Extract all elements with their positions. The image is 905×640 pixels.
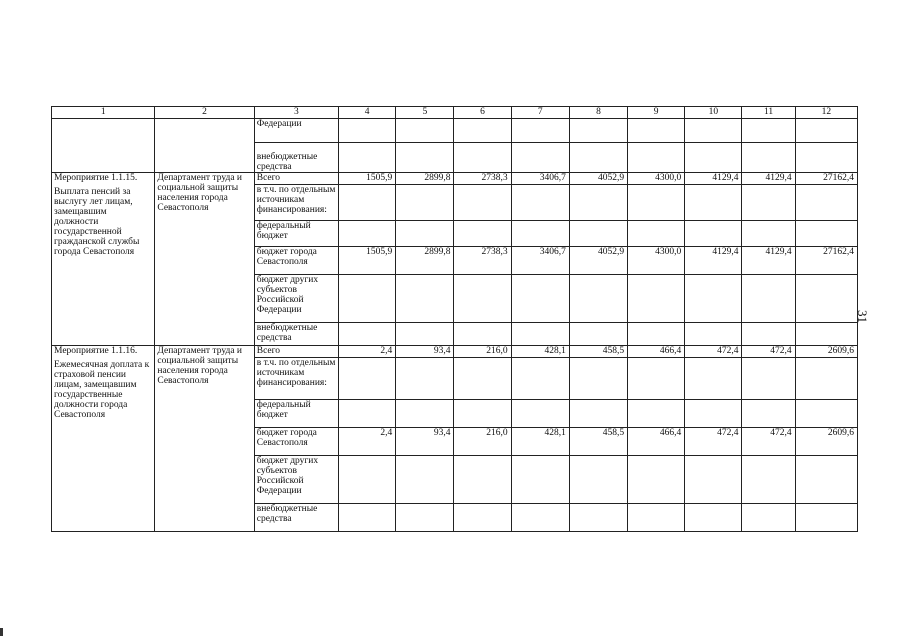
value-cell: 2,4 [339, 428, 396, 456]
value-cell [396, 358, 454, 400]
value-cell [628, 185, 685, 221]
value-cell [396, 504, 454, 532]
value-cell [511, 504, 569, 532]
value-cell: 216,0 [454, 428, 511, 456]
value-cell [742, 400, 795, 428]
value-cell [628, 143, 685, 173]
value-cell: 27162,4 [795, 247, 857, 275]
value-cell [339, 400, 396, 428]
budget-table-wrapper [51, 106, 858, 532]
column-number: 12 [795, 107, 857, 119]
funding-source: Всего [254, 346, 338, 358]
value-cell [628, 275, 685, 323]
value-cell [795, 185, 857, 221]
value-cell: 458,5 [569, 428, 627, 456]
value-cell [795, 456, 857, 504]
value-cell [511, 143, 569, 173]
column-number: 9 [628, 107, 685, 119]
value-cell [396, 185, 454, 221]
value-cell [742, 504, 795, 532]
value-cell [454, 504, 511, 532]
value-cell: 3406,7 [511, 173, 569, 185]
value-cell [685, 119, 742, 143]
value-cell: 93,4 [396, 428, 454, 456]
funding-source: бюджет других субъектов Российской Федерации [254, 456, 338, 504]
value-cell [742, 323, 795, 346]
value-cell [511, 119, 569, 143]
value-cell: 93,4 [396, 346, 454, 358]
value-cell [511, 400, 569, 428]
column-number: 2 [155, 107, 254, 119]
scan-artifact-mark [0, 628, 3, 636]
value-cell [685, 323, 742, 346]
value-cell: 1505,9 [339, 173, 396, 185]
value-cell: 472,4 [685, 346, 742, 358]
value-cell [339, 143, 396, 173]
value-cell: 428,1 [511, 428, 569, 456]
value-cell [569, 358, 627, 400]
value-cell [454, 143, 511, 173]
value-cell [569, 456, 627, 504]
measure-title: Мероприятие 1.1.16. [54, 346, 138, 356]
value-cell [685, 143, 742, 173]
value-cell [511, 323, 569, 346]
value-cell: 4129,4 [742, 247, 795, 275]
value-cell [511, 221, 569, 247]
value-cell [569, 143, 627, 173]
value-cell: 4129,4 [685, 247, 742, 275]
value-cell: 1505,9 [339, 247, 396, 275]
value-cell [569, 275, 627, 323]
value-cell [454, 358, 511, 400]
value-cell: 472,4 [742, 428, 795, 456]
table-row [52, 346, 858, 358]
value-cell [339, 358, 396, 400]
value-cell [569, 185, 627, 221]
measure-cell [52, 346, 155, 532]
value-cell: 4052,9 [569, 173, 627, 185]
funding-source: в т.ч. по отдельным источникам финансирования: [254, 185, 338, 221]
measure-description: Выплата пенсий за выслугу лет лицам, замещавшим должности государственной гражданской службы города Севастополя [54, 187, 140, 257]
value-cell: 458,5 [569, 346, 627, 358]
value-cell [685, 185, 742, 221]
funding-source: Всего [254, 173, 338, 185]
value-cell [339, 185, 396, 221]
value-cell [685, 358, 742, 400]
value-cell [628, 504, 685, 532]
value-cell [339, 504, 396, 532]
value-cell: 428,1 [511, 346, 569, 358]
value-cell: 4129,4 [742, 173, 795, 185]
value-cell [454, 119, 511, 143]
value-cell [795, 400, 857, 428]
page-number: 31 [855, 310, 870, 323]
funding-source: внебюджетные средства [254, 323, 338, 346]
value-cell [339, 275, 396, 323]
value-cell [795, 504, 857, 532]
funding-source: Федерации [254, 119, 338, 143]
value-cell [742, 185, 795, 221]
value-cell [628, 400, 685, 428]
value-cell [454, 456, 511, 504]
value-cell [339, 221, 396, 247]
value-cell [628, 358, 685, 400]
value-cell [511, 185, 569, 221]
measure-cell [52, 119, 155, 173]
value-cell [454, 400, 511, 428]
value-cell [628, 323, 685, 346]
value-cell [454, 185, 511, 221]
value-cell: 216,0 [454, 346, 511, 358]
value-cell [339, 119, 396, 143]
value-cell [454, 323, 511, 346]
value-cell [569, 504, 627, 532]
column-number: 11 [742, 107, 795, 119]
value-cell: 472,4 [742, 346, 795, 358]
value-cell [685, 504, 742, 532]
value-cell: 3406,7 [511, 247, 569, 275]
value-cell: 2609,6 [795, 428, 857, 456]
table-row [52, 173, 858, 185]
value-cell [511, 275, 569, 323]
value-cell [396, 400, 454, 428]
column-number: 6 [454, 107, 511, 119]
value-cell [742, 221, 795, 247]
value-cell [396, 143, 454, 173]
value-cell [685, 456, 742, 504]
value-cell [396, 275, 454, 323]
funding-source: бюджет других субъектов Российской Федерации [254, 275, 338, 323]
column-number-row [52, 107, 858, 119]
value-cell: 466,4 [628, 346, 685, 358]
value-cell [795, 143, 857, 173]
value-cell: 2738,3 [454, 247, 511, 275]
value-cell [339, 323, 396, 346]
column-number: 7 [511, 107, 569, 119]
value-cell [795, 221, 857, 247]
measure-title: Мероприятие 1.1.15. [54, 173, 138, 183]
value-cell [742, 119, 795, 143]
value-cell [795, 275, 857, 323]
value-cell [396, 221, 454, 247]
value-cell: 472,4 [685, 428, 742, 456]
column-number: 3 [254, 107, 338, 119]
value-cell: 4300,0 [628, 247, 685, 275]
executor-cell: Департамент труда и социальной защиты населения города Севастополя [155, 173, 254, 346]
value-cell [569, 119, 627, 143]
column-number: 8 [569, 107, 627, 119]
value-cell: 2899,8 [396, 247, 454, 275]
value-cell [511, 456, 569, 504]
value-cell [454, 221, 511, 247]
value-cell [795, 323, 857, 346]
value-cell: 4052,9 [569, 247, 627, 275]
value-cell: 2899,8 [396, 173, 454, 185]
value-cell [569, 221, 627, 247]
executor-cell: Департамент труда и социальной защиты населения города Севастополя [155, 346, 254, 532]
value-cell [569, 323, 627, 346]
funding-source: бюджет города Севастополя [254, 428, 338, 456]
value-cell [685, 275, 742, 323]
value-cell [795, 119, 857, 143]
value-cell [742, 456, 795, 504]
executor-cell [155, 119, 254, 173]
value-cell: 2609,6 [795, 346, 857, 358]
measure-cell [52, 173, 155, 346]
value-cell [339, 456, 396, 504]
value-cell [742, 275, 795, 323]
funding-source: федеральный бюджет [254, 400, 338, 428]
value-cell: 466,4 [628, 428, 685, 456]
value-cell [628, 456, 685, 504]
measure-description: Ежемесячная доплата к страховой пенсии лицам, замещавшим государственные должности города Севастополя [54, 360, 150, 420]
value-cell [628, 221, 685, 247]
value-cell: 2,4 [339, 346, 396, 358]
value-cell [685, 221, 742, 247]
column-number: 10 [685, 107, 742, 119]
table-row [52, 119, 858, 143]
column-number: 4 [339, 107, 396, 119]
value-cell: 2738,3 [454, 173, 511, 185]
funding-source: внебюджетные средства [254, 504, 338, 532]
value-cell [396, 119, 454, 143]
funding-source: внебюджетные средства [254, 143, 338, 173]
value-cell: 4300,0 [628, 173, 685, 185]
value-cell [795, 358, 857, 400]
funding-source: федеральный бюджет [254, 221, 338, 247]
value-cell [742, 358, 795, 400]
column-number: 1 [52, 107, 155, 119]
value-cell [454, 275, 511, 323]
value-cell [685, 400, 742, 428]
column-number: 5 [396, 107, 454, 119]
value-cell [742, 143, 795, 173]
value-cell [511, 358, 569, 400]
value-cell [569, 400, 627, 428]
budget-table [51, 106, 858, 532]
value-cell: 27162,4 [795, 173, 857, 185]
value-cell: 4129,4 [685, 173, 742, 185]
value-cell [396, 456, 454, 504]
funding-source: в т.ч. по отдельным источникам финансирования: [254, 358, 338, 400]
value-cell [396, 323, 454, 346]
funding-source: бюджет города Севастополя [254, 247, 338, 275]
value-cell [628, 119, 685, 143]
